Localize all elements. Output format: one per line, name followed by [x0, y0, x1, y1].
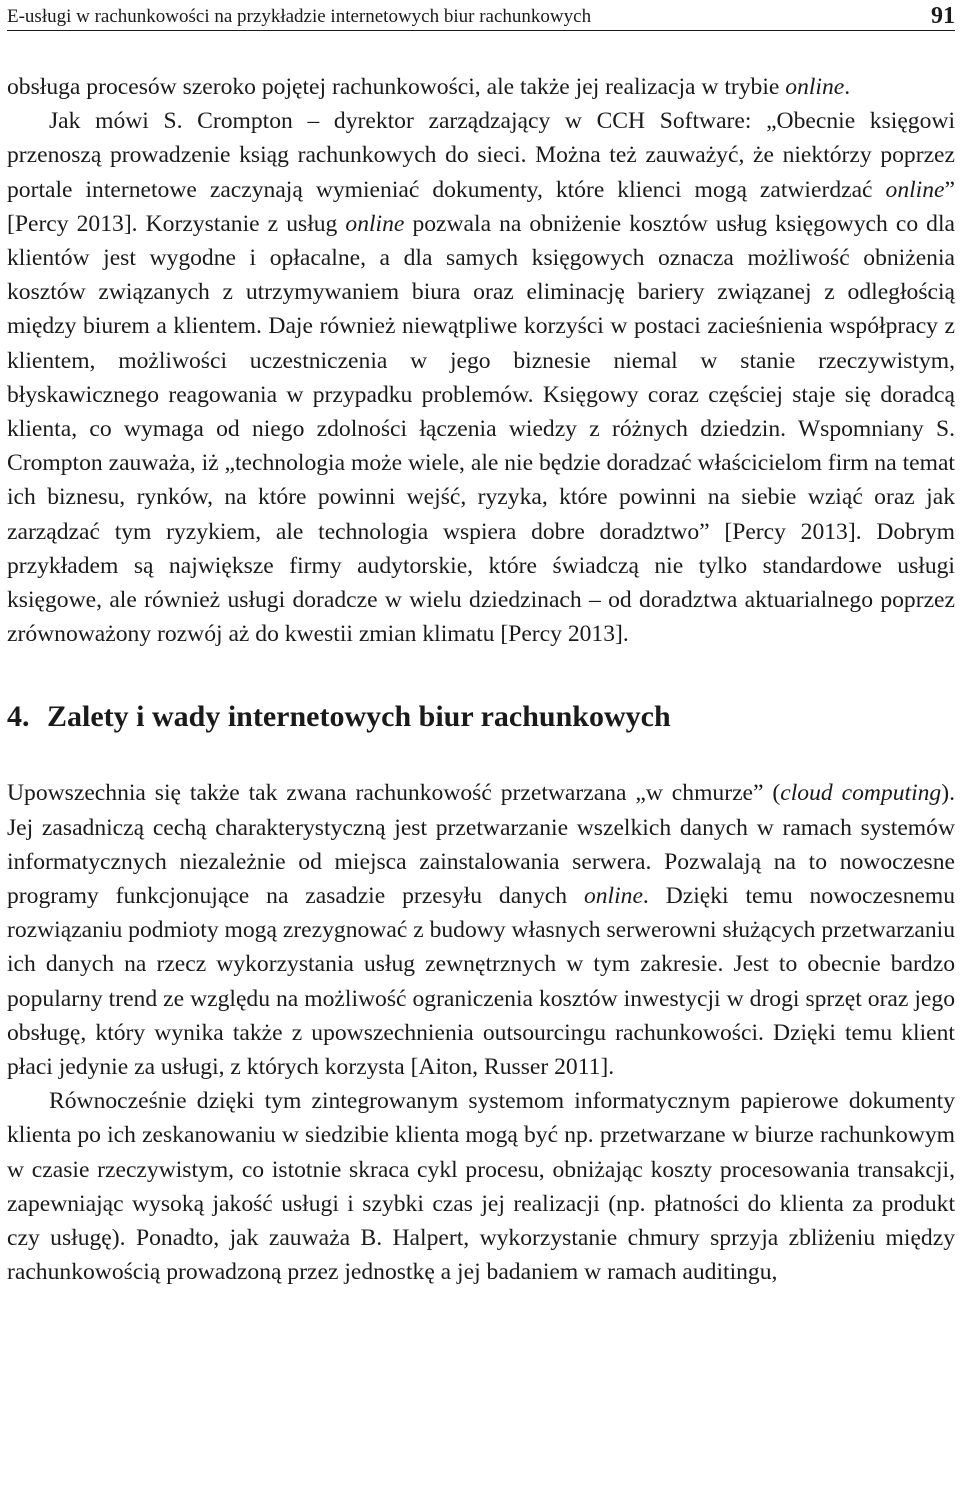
running-header: [7, 0, 955, 31]
section-heading: [7, 697, 955, 737]
section-number: 4.: [7, 700, 30, 734]
paragraph-cloud: [7, 776, 955, 1084]
text-run: ” [Percy 2013]. Korzystanie z usług: [7, 176, 955, 237]
italic-term: online: [345, 210, 405, 237]
section-title: Zalety i wady internetowych biur rachunkowych: [47, 700, 671, 734]
paragraph-integrated-systems: [7, 1084, 955, 1289]
text-run: Jak mówi S. Crompton – dyrektor zarządzający w CCH Software: „Obecnie księgowi przenoszą prowadzenie ksiąg rachunkowych do sieci. Można też zauważyć, że niektórzy poprzez portale internetowe zaczynają wymieniać dokumenty, które klienci mogą zatwierdzać: [7, 108, 955, 203]
italic-term: online: [583, 883, 643, 910]
paragraph-continuation: [7, 70, 955, 104]
body-text: [7, 70, 955, 1290]
italic-term: cloud computing: [780, 780, 942, 807]
text-run: pozwala na obniżenie kosztów usług księgowych co dla klientów jest wygodne i opłacalne, a dla samych księgowych oznacza możliwość obniżenia kosztów związanych z utrzymywaniem biura oraz eliminację bariery związanej z odległością między biurem a klientem. Daje również niewątpliwe korzyści w postaci zacieśnienia współpracy z klientem, możliwości uczestniczenia w jego biznesie niemal w stanie rzeczywistym, błyskawicznego reagowania w przypadku problemów. Księgowy coraz częściej staje się doradcą klienta, co wymaga od niego zdolności łączenia wiedzy z różnych dziedzin. Wspomniany S. Crompton zauważa, iż „technologia może wiele, ale nie będzie doradzać właścicielom firm na temat ich biznesu, rynków, na które powinni wejść, ryzyka, które powinni na siebie wziąć oraz jak zarządzać tym ryzykiem, ale technologia wspiera dobre doradztwo” [Percy 2013]. Dobrym przykładem są największe firmy audytorskie, które świadczą nie tylko standardowe usługi księgowe, ale również usługi doradcze w wielu dziedzinach – od doradztwa aktuarialnego poprzez zrównoważony rozwój aż do kwestii zmian klimatu [Percy 2013].: [7, 210, 955, 648]
running-title: E-usługi w rachunkowości na przykładzie internetowych biur rachunkowych: [7, 6, 592, 27]
text-run: . Dzięki temu nowoczesnemu rozwiązaniu podmioty mogą zrezygnować z budowy własnych serwerowni służących przetwarzaniu ich danych na rzecz wykorzystania usług zewnętrznych w tym zakresie. Jest to obecnie bardzo popularny trend ze względu na możliwość ograniczenia kosztów inwestycji w drogi sprzęt oraz jego obsługę, który wynika także z upowszechnienia outsourcingu rachunkowości. Dzięki temu klient płaci jedynie za usługi, z których korzysta [Aiton, Russer 2011].: [7, 883, 956, 1081]
page-number: 91: [931, 3, 955, 29]
italic-term: online: [885, 176, 945, 203]
text-run: Upowszechnia się także tak zwana rachunkowość przetwarzana „w chmurze” (: [7, 780, 781, 807]
text-run: ). Jej zasadniczą cechą charakterystyczną jest przetwarzanie wszelkich danych w ramach systemów informatycznych niezależnie od miejsca zainstalowania serwera. Pozwalają na to nowoczesne programy funkcjonujące na zasadzie przesyłu danych: [7, 780, 955, 910]
italic-term: online: [785, 74, 845, 100]
text-run: obsługa procesów szeroko pojętej rachunkowości, ale także jej realizacja w trybie: [7, 74, 786, 100]
text-run: .: [844, 74, 851, 100]
text-run: Równocześnie dzięki tym zintegrowanym systemom informatycznym papierowe dokumenty klienta po ich zeskanowaniu w siedzibie klienta mogą być np. przetwarzane w biurze rachunkowym w czasie rzeczywistym, co istotnie skraca cykl procesu, obniżając koszty procesowania transakcji, zapewniając wysoką jakość usługi i szybki czas jej realizacji (np. płatności do klienta za produkt czy usługę). Ponadto, jak zauważa B. Halpert, wykorzystanie chmury sprzyja zbliżeniu między rachunkowością prowadzoną przez jednostkę a jej badaniem w ramach auditingu,: [7, 1088, 955, 1286]
page: [7, 0, 955, 1290]
paragraph-crompton: [7, 104, 955, 651]
